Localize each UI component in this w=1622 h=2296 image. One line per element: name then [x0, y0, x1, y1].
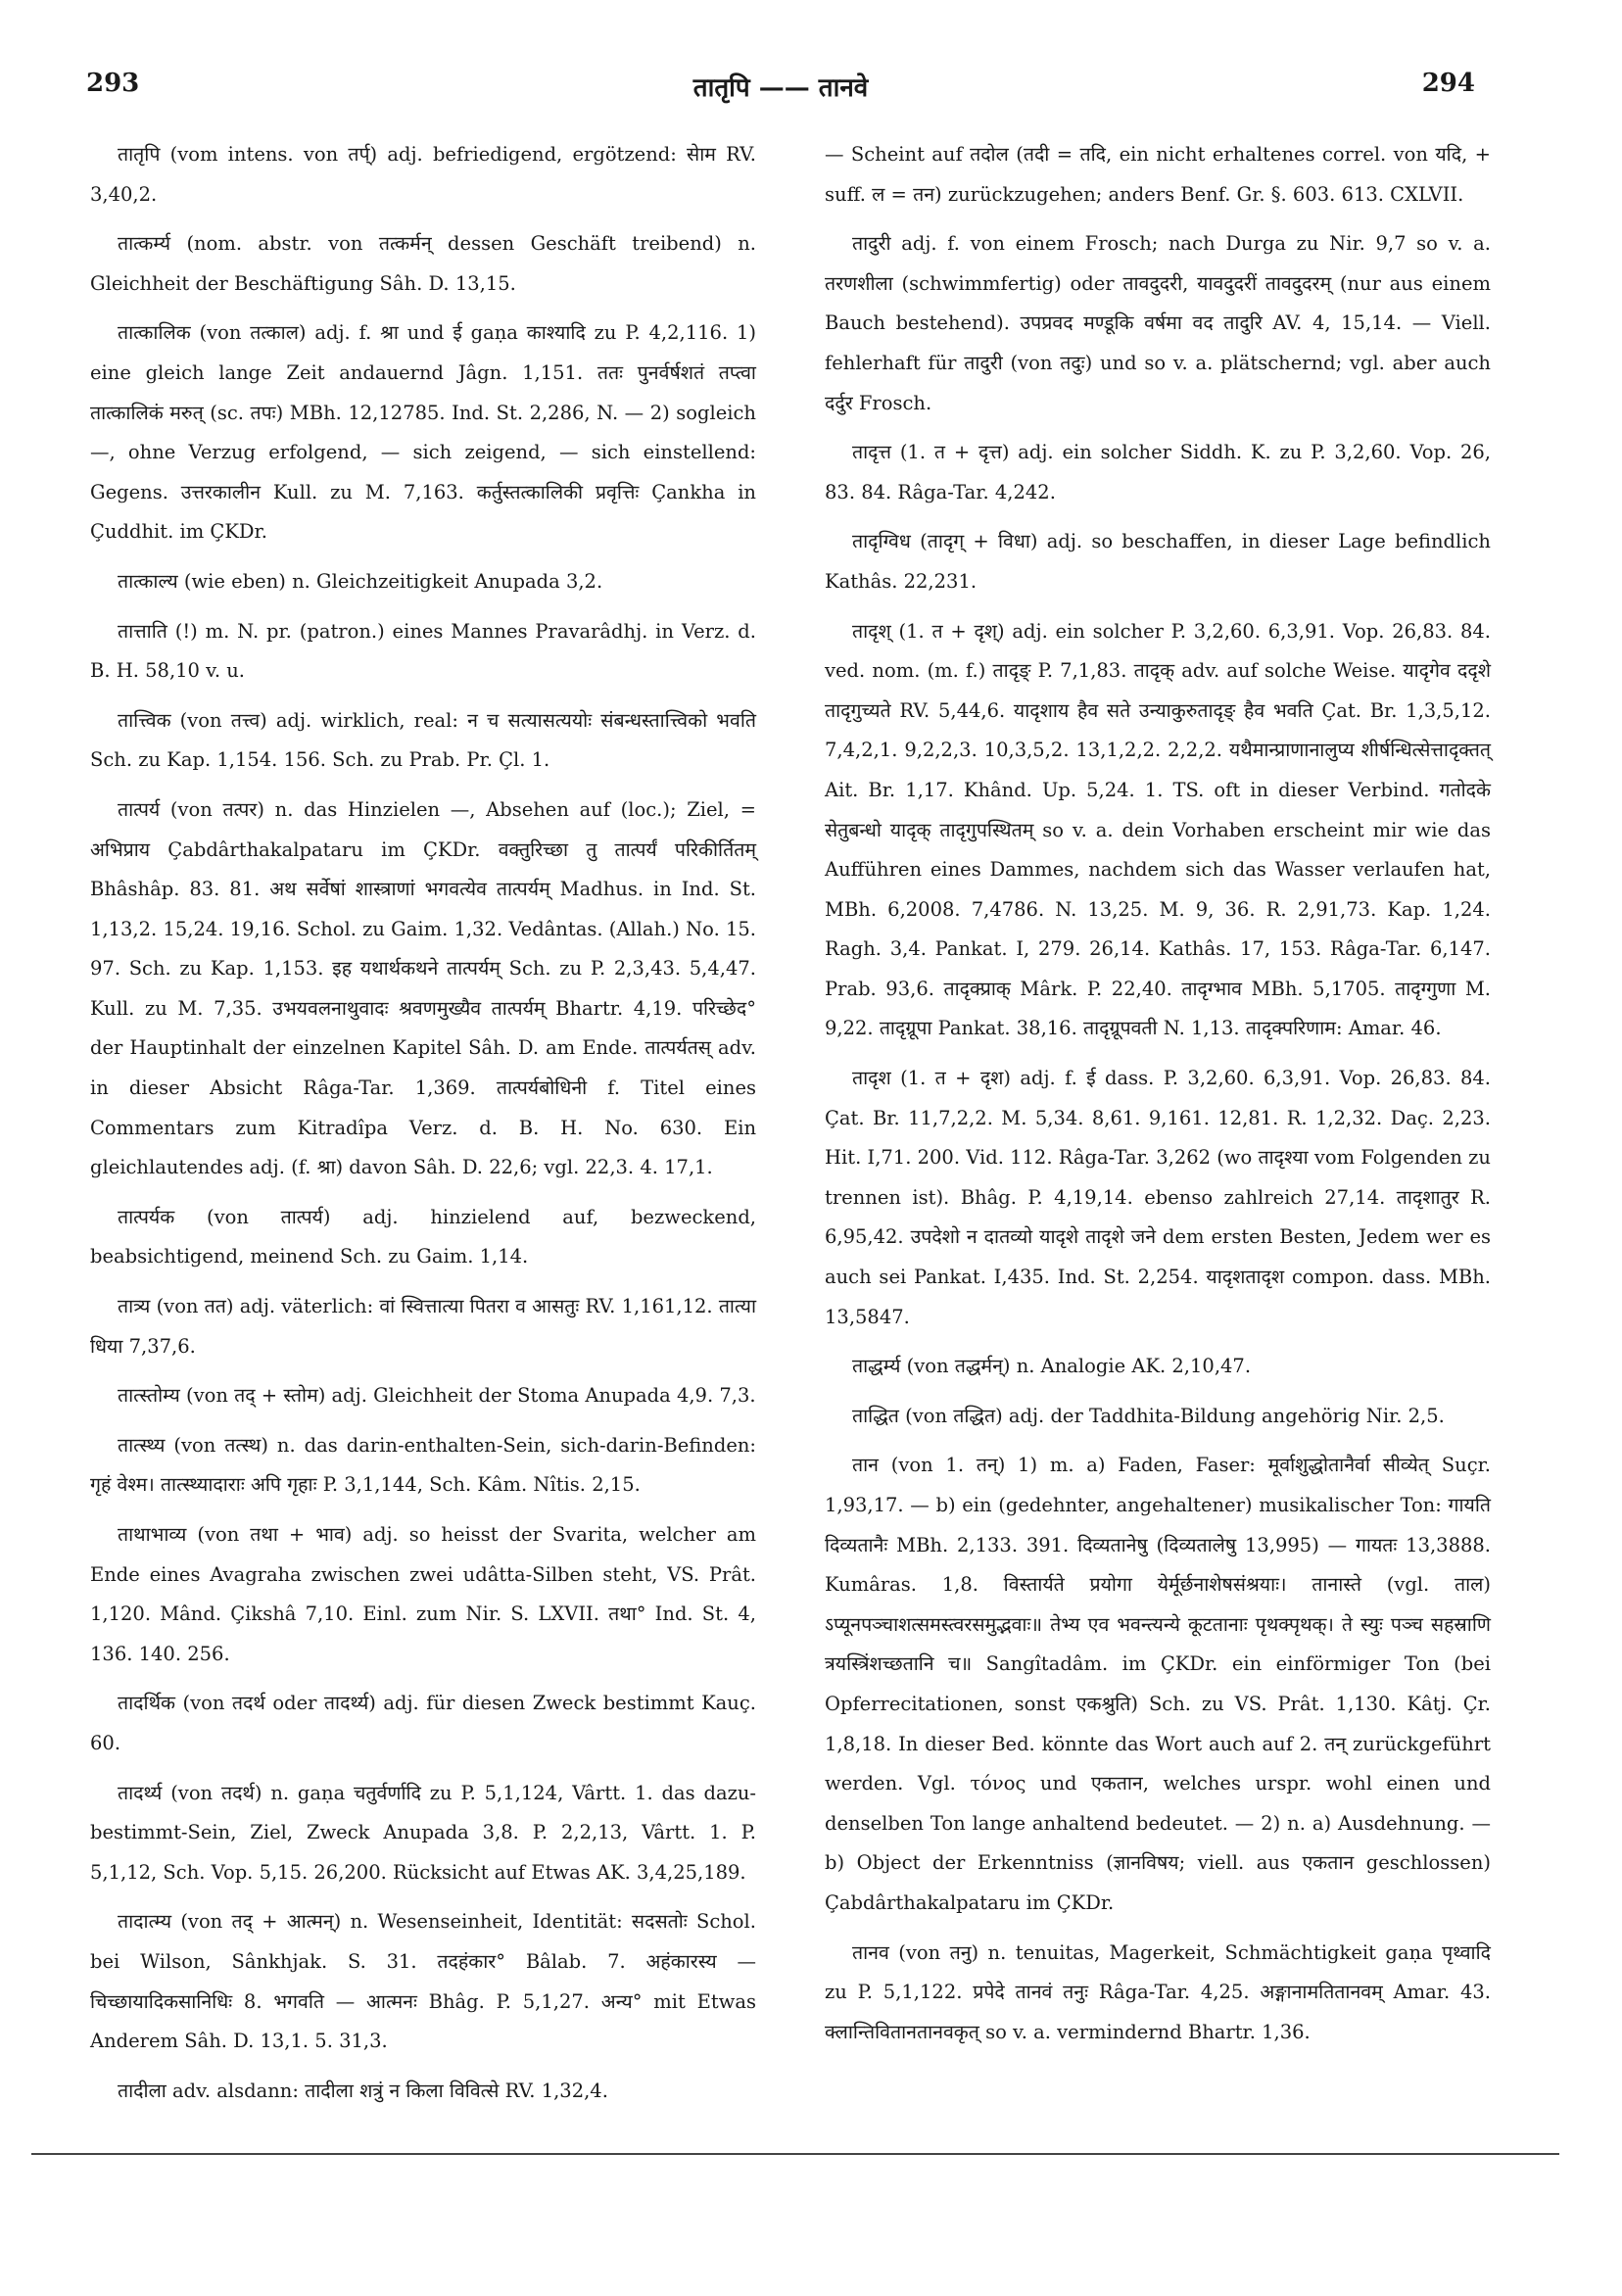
dictionary-entry: ताद्धित (von तद्धित) adj. der Taddhita-Bildung angehörig Nir. 2,5. [852, 1404, 1445, 1427]
dictionary-entry: तादात्म्य (von तद् + आत्मन्) n. Wesenseinheit, Identität: सदसतोः Schol. bei Wilson, Sânkhjak. S. 31. तदहंकार° Bâlab. 7. अहंकारस्य — चिच्छायादिकसानिधिः 8. भगवति — आत्मनः Bhâg. P. 5,1,27. अन्य° mit Etwas Anderem Sâh. D. 13,1. 5. 31,3. [90, 1910, 756, 2053]
dictionary-entry: ताद्धर्म्य (von तद्धर्मन्) n. Analogie AK. 2,10,47. [852, 1355, 1252, 1378]
dictionary-entry: तात्स्तोम्य (von तद् + स्तोम) adj. Gleichheit der Stoma Anupada 4,9. 7,3. [118, 1384, 756, 1408]
dictionary-entry: तात्काल्य (wie eben) n. Gleichzeitigkeit Anupada 3,2. [118, 569, 603, 593]
dictionary-entry: तादर्थ्य (von तदर्थ) n. gaṇa चतुर्वर्णादि zu P. 5,1,124, Vârtt. 1. das dazu-bestimmt-Sein, Ziel, Zweck Anupada 3,8. P. 2,2,13, Vârtt. 1. P. 5,1,12, Sch. Vop. 5,15. 26,200. Rücksicht auf Etwas AK. 3,4,25,189. [90, 1781, 756, 1884]
dictionary-entry: तात्कालिक (von तत्काल) adj. f. श्रा und ई gaṇa काश्यादि zu P. 4,2,116. 1) eine gleich lange Zeit andauernd Jâgn. 1,151. ततः पुनर्वर्षशतं तप्त्वा तात्कालिकं मरुत् (sc. तपः) MBh. 12,12785. Ind. St. 2,286, N. — 2) sogleich —, ohne Verzug erfolgend, — sich zeigend, — sich einstellend: Gegens. उत्तरकालीन Kull. zu M. 7,163. कर्तुस्तत्कालिकी प्रवृत्तिः Çankha in Çuddhit. im ÇKDr. [90, 321, 756, 544]
dictionary-entry: तात्ताति (!) m. N. pr. (patron.) eines Mannes Pravarâdhj. in Verz. d. B. H. 58,10 v. u. [90, 619, 756, 683]
dictionary-entry: तात्र्य (von तत) adj. väterlich: वां स्वित्तात्या पितरा व आसतुः RV. 1,161,12. तात्या धिया 7,37,6. [90, 1295, 756, 1358]
right-column [825, 135, 1491, 2062]
dictionary-entry: तादर्थिक (von तदर्थ oder तादर्थ्य) adj. für diesen Zweck bestimmt Kauç. 60. [90, 1692, 756, 1754]
dictionary-entry: तादृश (1. त + दृश) adj. f. ई dass. P. 3,2,60. 6,3,91. Vop. 26,83. 84. Çat. Br. 11,7,2,2. M. 5,34. 8,61. 9,161. 12,81. R. 1,2,32. Daç. 2,23. Hit. I,71. 200. Vid. 112. Râga-Tar. 3,262 (wo तादृश्या vom Folgenden zu trennen ist). Bhâg. P. 4,19,14. ebenso zahlreich 27,14. तादृशातुर R. 6,95,42. उपदेशो न दातव्यो यादृशे तादृशे जने dem ersten Besten, Jedem wer es auch sei Pankat. I,435. Ind. St. 2,254. यादृशतादृश compon. dass. MBh. 13,5847. [825, 1067, 1491, 1328]
running-head: तातृपि —— तानवे [692, 73, 869, 103]
dictionary-entry: तादृत्त (1. त + दृत्त) adj. ein solcher Siddh. K. zu P. 3,2,60. Vop. 26, 83. 84. Râga-Tar. 4,242. [825, 441, 1491, 503]
dictionary-entry: तान (von 1. तन्) 1) m. a) Faden, Faser: मूर्वाशुद्धोतानैर्वा सीव्येत् Suçr. 1,93,17. — b) ein (gedehnter, angehaltener) musikalischer Ton: गायति दिव्यतानैः MBh. 2,133. 391. दिव्यतानेषु (दिव्यतालेषु 13,995) — गायतः 13,3888. Kumâras. 1,8. विस्तार्यते प्रयोगा येर्मूर्छनाशेषसंश्रयाः। तानास्ते (vgl. ताल) ऽप्यूनपञ्चाशत्समस्त्वरसमुद्भवाः॥ तेभ्य एव भवन्त्यन्ये कूटतानाः पृथक्पृथक्। ते स्युः पञ्च सहस्राणि त्रयस्त्रिंशच्छतानि च॥ Sangîtadâm. im ÇKDr. ein einförmiger Ton (bei Opferrecitationen, sonst एकश्रुति) Sch. zu VS. Prât. 1,130. Kâtj. Çr. 1,8,18. In dieser Bed. könnte das Wort auch auf 2. तन् zurückgeführt werden. Vgl. τόνος und एकतान, welches urspr. wohl einen und denselben Ton lange anhaltend bedeutet. — 2) n. a) Ausdehnung. — b) Object der Erkenntniss (ज्ञानविषय; viell. aus एकतान geschlossen) Çabdârthakalpataru im ÇKDr. [825, 1454, 1491, 1914]
dictionary-entry: ताथाभाव्य (von तथा + भाव) adj. so heisst der Svarita, welcher am Ende eines Avagraha zwischen zwei udâtta-Silben steht, VS. Prât. 1,120. Mând. Çikshâ 7,10. Einl. zum Nir. S. LXVII. तथा° Ind. St. 4, 136. 140. 256. [90, 1523, 756, 1665]
page-number-right: 294 [1421, 69, 1475, 98]
footer-rule [31, 2153, 1559, 2155]
dictionary-entry: तात्त्विक (von तत्त्व) adj. wirklich, real: न च सत्यासत्ययोः संबन्धस्तात्त्विको भवति Sch. zu Kap. 1,154. 156. Sch. zu Prab. Pr. Çl. 1. [90, 708, 756, 772]
left-column [90, 135, 756, 2121]
dictionary-entry: तात्स्थ्य (von तत्स्थ) n. das darin-enthalten-Sein, sich-darin-Befinden: गृहं वेश्म। तात्स्थ्यादाराः अपि गृहाः P. 3,1,144, Sch. Kâm. Nîtis. 2,15. [90, 1433, 756, 1497]
dictionary-entry: तात्कर्म्य (nom. abstr. von तत्कर्मन् dessen Geschäft treibend) n. Gleichheit der Beschäftigung Sâh. D. 13,15. [90, 232, 756, 295]
dictionary-entry-continuation: — Scheint auf तदोल (तदी = तदि, ein nicht erhaltenes correl. von यदि, + suff. ल = तन) zurückzugehen; anders Benf. Gr. §. 603. 613. CXLVII. [825, 143, 1491, 206]
dictionary-entry: तात्पर्य (von तत्पर) n. das Hinzielen —, Absehen auf (loc.); Ziel, = अभिप्राय Çabdârthakalpataru im ÇKDr. वक्तुरिच्छा तु तात्पर्यं परिकीर्तितम् Bhâshâp. 83. 81. अथ सर्वेषां शास्त्राणां भगवत्येव तात्पर्यम् Madhus. in Ind. St. 1,13,2. 15,24. 19,16. Schol. zu Gaim. 1,32. Vedântas. (Allah.) No. 15. 97. Sch. zu Kap. 1,153. इह यथार्थकथने तात्पर्यम् Sch. zu P. 2,3,43. 5,4,47. Kull. zu M. 7,35. उभयवलनाथुवादः श्रवणमुख्यैव तात्पर्यम् Bhartr. 4,19. परिच्छेद° der Hauptinhalt der einzelnen Kapitel Sâh. D. am Ende. तात्पर्यतस् adv. in dieser Absicht Râga-Tar. 1,369. तात्पर्यबोधिनी f. Titel eines Commentars zum Kitradîpa Verz. d. B. H. No. 630. Ein gleichlautendes adj. (f. श्रा) davon Sâh. D. 22,6; vgl. 22,3. 4. 17,1. [90, 797, 756, 1179]
dictionary-entry: तादुरी adj. f. von einem Frosch; nach Durga zu Nir. 9,7 so v. a. तरणशीला (schwimmfertig) oder तावदुदरी, यावदुदरीं तावदुदरम् (nur aus einem Bauch bestehend). उपप्रवद मण्डूकि वर्षमा वद तादुरि AV. 4, 15,14. — Viell. fehlerhaft für तादुरी (von तदुः) und so v. a. plätschernd; vgl. aber auch दर्दुर Frosch. [825, 232, 1491, 414]
dictionary-entry: तादृश् (1. त + दृश्) adj. ein solcher P. 3,2,60. 6,3,91. Vop. 26,83. 84. ved. nom. (m. f.) तादृङ् P. 7,1,83. तादृक् adv. auf solche Weise. यादृगेव ददृशे तादृगुच्यते RV. 5,44,6. यादृशाय हैव सते उन्याकुरुतादृङ् हैव भवति Çat. Br. 1,3,5,12. 7,4,2,1. 9,2,2,3. 10,3,5,2. 13,1,2,2. 2,2,2. यथैमान्प्राणानालुप्य शीर्षन्धित्सेत्तादृक्तत् Ait. Br. 1,17. Khând. Up. 5,24. 1. TS. oft in dieser Verbind. गतोदके सेतुबन्धो यादृक् तादृगुपस्थितम् so v. a. dein Vorhaben erscheint mir wie das Aufführen eines Dammes, nachdem sich das Wasser verlaufen hat, MBh. 6,2008. 7,4786. N. 13,25. M. 9, 36. R. 2,91,73. Kap. 1,24. Ragh. 3,4. Pankat. I, 279. 26,14. Kathâs. 17, 153. Râga-Tar. 6,147. Prab. 93,6. तादृक्प्राक् Mârk. P. 22,40. तादृग्भाव MBh. 5,1705. तादृग्गुणा M. 9,22. तादृग्रूपा Pankat. 38,16. तादृग्रूपवती N. 1,13. तादृक्परिणाम: Amar. 46. [825, 619, 1491, 1040]
dictionary-entry: तानव (von तनु) n. tenuitas, Magerkeit, Schmächtigkeit gaṇa पृथ्वादि zu P. 5,1,122. प्रपेदे तानवं तनुः Râga-Tar. 4,25. अङ्गानामतितानवम् Amar. 43. क्लान्तिवितानतानवकृत् so v. a. vermindernd Bhartr. 1,36. [825, 1940, 1491, 2043]
dictionary-entry: तादृग्विध (तादृग् + विधा) adj. so beschaffen, in dieser Lage befindlich Kathâs. 22,231. [825, 530, 1491, 593]
dictionary-entry: तातृपि (vom intens. von तर्प्) adj. befriedigend, ergötzend: सेाम RV. 3,40,2. [90, 143, 756, 206]
dictionary-entry: तात्पर्यक (von तात्पर्य) adj. hinzielend auf, bezweckend, beabsichtigend, meinend Sch. zu Gaim. 1,14. [90, 1205, 756, 1268]
page-number-left: 293 [86, 69, 140, 98]
page-header [86, 69, 1475, 108]
dictionary-entry: तादीला adv. alsdann: तादीला शत्रुं न किला विवित्से RV. 1,32,4. [118, 2079, 608, 2102]
